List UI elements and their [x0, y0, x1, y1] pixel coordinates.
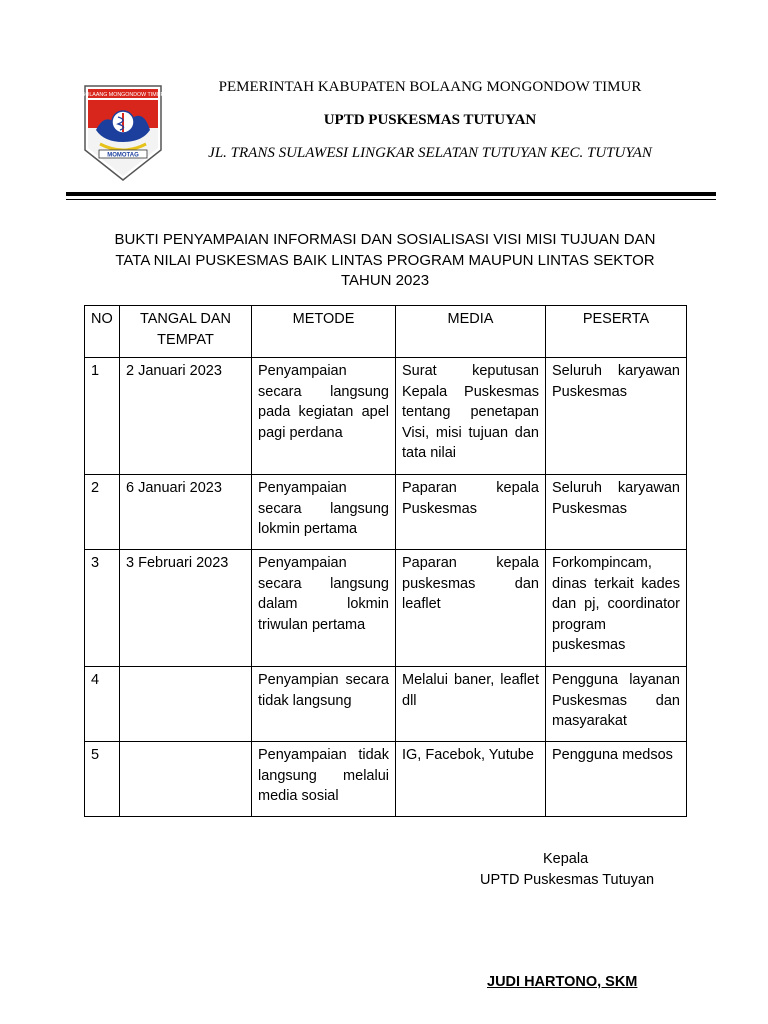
row-date: 2 Januari 2023 — [120, 358, 252, 475]
table-row — [85, 550, 687, 667]
row-method: Penyampaian secara langsung pada kegiatan apel pagi perdana — [252, 358, 396, 475]
logo-banner-text: BOLAANG MONGONDOW TIMUR — [82, 92, 164, 98]
header-date-place: TANGAL DAN TEMPAT — [120, 306, 252, 358]
row-participants: Forkompincam, dinas terkait kades dan pj, coordinator program puskesmas — [546, 550, 687, 667]
header-media: MEDIA — [396, 306, 546, 358]
regency-logo — [82, 84, 164, 182]
header-divider-thick — [66, 192, 716, 196]
row-media: IG, Facebok, Yutube — [396, 742, 546, 817]
header-divider-thin — [66, 199, 716, 200]
row-method: Penyampaian tidak langsung melalui media sosial — [252, 742, 396, 817]
row-media: Paparan kepala puskesmas dan leaflet — [396, 550, 546, 667]
row-participants: Pengguna layanan Puskesmas dan masyarakat — [546, 667, 687, 742]
government-name: PEMERINTAH KABUPATEN BOLAANG MONGONDOW TIMUR — [218, 79, 642, 95]
row-no: 1 — [85, 358, 120, 475]
row-method: Penyampaian secara langsung lokmin pertama — [252, 475, 396, 550]
document-title-line-3: TAHUN 2023 — [340, 272, 430, 289]
row-no: 2 — [85, 475, 120, 550]
header-participants: PESERTA — [546, 306, 687, 358]
row-media: Melalui baner, leaflet dll — [396, 667, 546, 742]
header-method: METODE — [252, 306, 396, 358]
row-participants: Seluruh karyawan Puskesmas — [546, 475, 687, 550]
table-row — [85, 475, 687, 550]
header-no: NO — [85, 306, 120, 358]
signature-office: UPTD Puskesmas Tutuyan — [480, 872, 655, 888]
document-title-line-2: TATA NILAI PUSKESMAS BAIK LINTAS PROGRAM MAUPUN LINTAS SEKTOR — [115, 252, 655, 269]
row-no: 5 — [85, 742, 120, 817]
row-media: Paparan kepala Puskesmas — [396, 475, 546, 550]
row-date — [120, 742, 252, 817]
signature-title: Kepala — [543, 851, 589, 867]
row-date: 3 Februari 2023 — [120, 550, 252, 667]
row-method: Penyampian secara tidak langsung — [252, 667, 396, 742]
logo-bottom-text: MOMOTAG — [107, 152, 139, 159]
institution-address: JL. TRANS SULAWESI LINGKAR SELATAN TUTUYAN KEC. TUTUYAN — [208, 145, 652, 161]
row-participants: Pengguna medsos — [546, 742, 687, 817]
signature-name: JUDI HARTONO, SKM — [487, 974, 638, 990]
row-method: Penyampaian secara langsung dalam lokmin triwulan pertama — [252, 550, 396, 667]
table-row — [85, 358, 687, 475]
activity-table — [84, 305, 687, 817]
row-no: 3 — [85, 550, 120, 667]
row-no: 4 — [85, 667, 120, 742]
document-title-line-1: BUKTI PENYAMPAIAN INFORMASI DAN SOSIALISASI VISI MISI TUJUAN DAN — [114, 231, 656, 248]
row-media: Surat keputusan Kepala Puskesmas tentang penetapan Visi, misi tujuan dan tata nilai — [396, 358, 546, 475]
row-date: 6 Januari 2023 — [120, 475, 252, 550]
row-date — [120, 667, 252, 742]
table-row — [85, 667, 687, 742]
row-participants: Seluruh karyawan Puskesmas — [546, 358, 687, 475]
institution-name: UPTD PUSKESMAS TUTUYAN — [323, 112, 537, 128]
table-row — [85, 742, 687, 817]
table-header-row — [85, 306, 687, 358]
